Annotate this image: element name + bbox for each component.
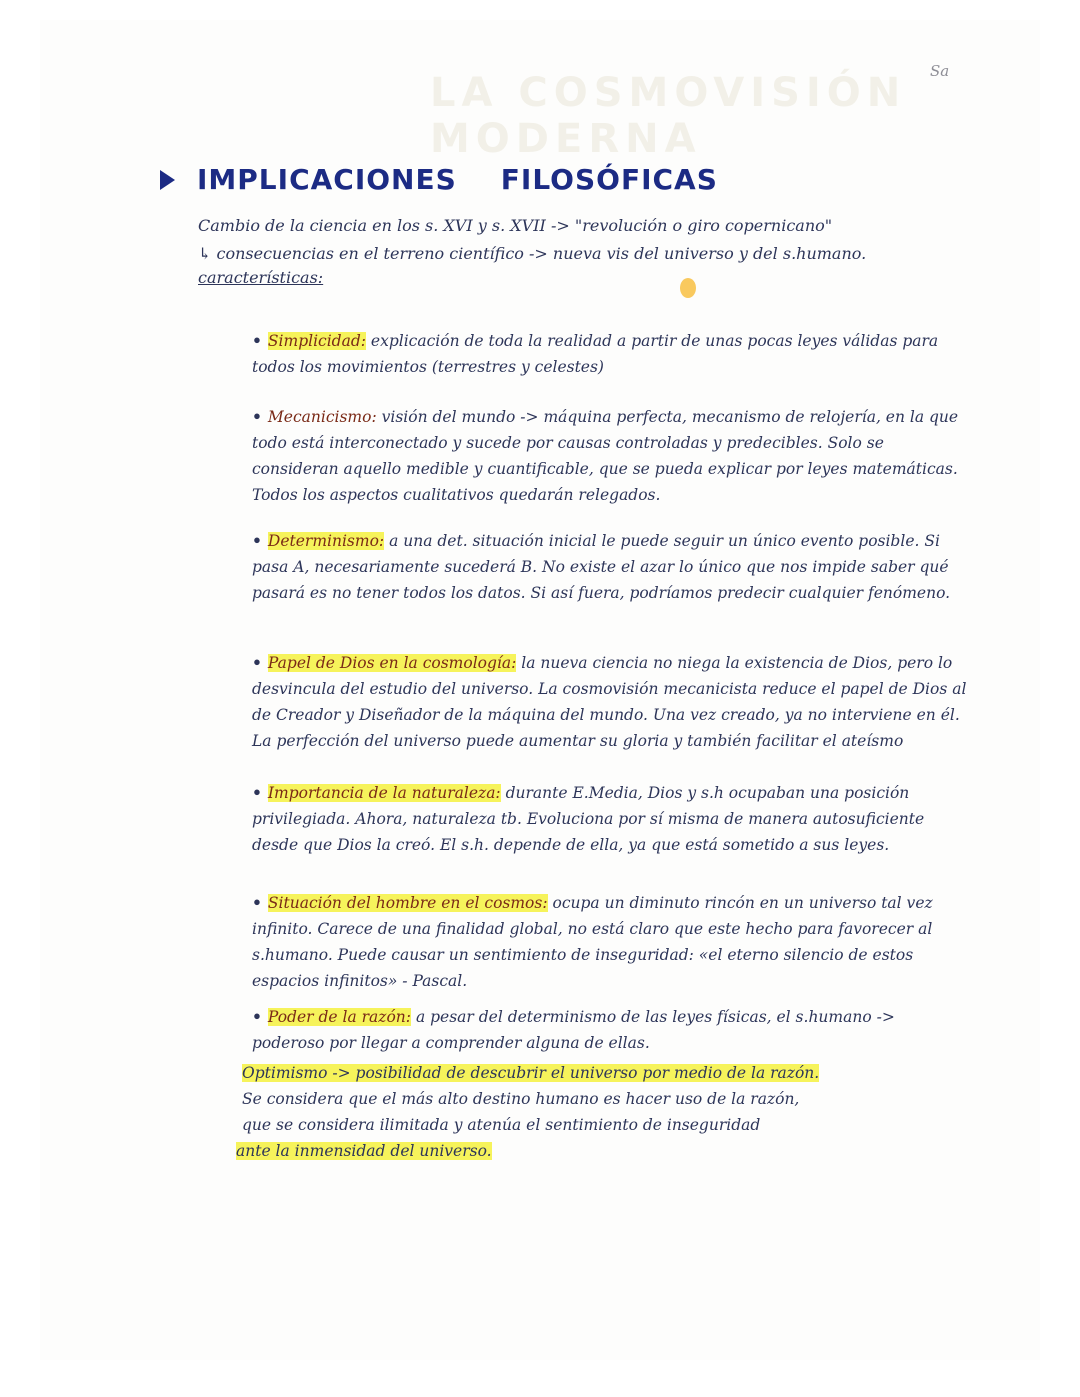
highlight-mark <box>680 278 696 298</box>
item-head: Importancia de la naturaleza: <box>267 784 501 802</box>
closing-line-3: que se considera ilimitada y atenúa el sentimiento de inseguridad <box>242 1116 761 1134</box>
item-mecanicismo: • Mecanicismo: visión del mundo -> máquina perfecta, mecanismo de relojería, en la que todo está interconectado y sucede por causas controladas y predecibles. Solo se consideran aquello medible y cuantificable, que se pueda explicar por leyes matemáticas. Todos los aspectos cualitativos quedarán relegados. <box>252 407 959 504</box>
item-text: durante E.Media, Dios y s.h ocupaban una posición privilegiada. Ahora, naturaleza tb. Evoluciona por sí misma de manera autosuficiente desde que Dios la creó. El s.h. depende de ella, ya que está sometido a sus leyes. <box>252 784 925 854</box>
item-head: Situación del hombre en el cosmos: <box>267 894 548 912</box>
section-title <box>160 163 718 196</box>
intro-line-3: características: <box>198 268 324 287</box>
corner-mark: Sa <box>930 62 950 80</box>
bleed-through-heading: LA COSMOVISIÓN MODERNA <box>430 70 907 162</box>
item-determinismo: • Determinismo: a una det. situación inicial le puede seguir un único evento posible. Si pasa A, necesariamente sucederá B. No existe el azar lo único que nos impide saber qué pasará es no tener todos los datos. Si así fuera, podríamos predecir cualquier fenómeno. <box>252 531 951 602</box>
item-situacion-hombre: • Situación del hombre en el cosmos: ocupa un diminuto rincón en un universo tal vez infinito. Carece de una finalidad global, no está claro que este hecho para favorecer al s.humano. Puede causar un sentimiento de inseguridad: «el eterno silencio de estos espacios infinitos» - Pascal. <box>252 893 933 990</box>
item-text: visión del mundo -> máquina perfecta, mecanismo de relojería, en la que todo está interconectado y sucede por causas controladas y predecibles. Solo se consideran aquello medible y cuantificable, que se pueda explicar por leyes matemáticas. Todos los aspectos cualitativos quedarán relegados. <box>252 408 959 504</box>
closing-block <box>236 1060 962 1164</box>
item-head: Poder de la razón: <box>267 1008 411 1026</box>
item-head: Determinismo: <box>267 532 385 550</box>
triangle-bullet-icon <box>160 170 175 190</box>
item-simplicidad: • Simplicidad: explicación de toda la realidad a partir de unas pocas leyes válidas para todos los movimientos (terrestres y celestes) <box>252 331 939 376</box>
closing-line-1: Optimismo -> posibilidad de descubrir el universo por medio de la razón. <box>242 1064 820 1082</box>
item-head: Simplicidad: <box>267 332 366 350</box>
closing-line-4: ante la inmensidad del universo. <box>236 1142 492 1160</box>
item-head: Papel de Dios en la cosmología: <box>267 654 517 672</box>
title-part1: IMPLICACIONES <box>197 163 457 196</box>
item-text: explicación de toda la realidad a partir de unas pocas leyes válidas para todos los movimientos (terrestres y celestes) <box>252 332 939 376</box>
item-papel-dios: • Papel de Dios en la cosmología: la nueva ciencia no niega la existencia de Dios, pero lo desvincula del estudio del universo. La cosmovisión mecanicista reduce el papel de Dios al de Creador y Diseñador de la máquina del mundo. Una vez creado, ya no interviene en él. La perfección del universo puede aumentar su gloria y también facilitar el ateísmo <box>252 653 967 750</box>
item-naturaleza: • Importancia de la naturaleza: durante E.Media, Dios y s.h ocupaban una posición privilegiada. Ahora, naturaleza tb. Evoluciona por sí misma de manera autosuficiente desde que Dios la creó. El s.h. depende de ella, ya que está sometido a sus leyes. <box>252 783 925 854</box>
item-head: Mecanicismo: <box>267 408 377 426</box>
intro-line-2: ↳ consecuencias en el terreno científico -> nueva vis del universo y del s.humano. <box>198 244 867 263</box>
item-text: a una det. situación inicial le puede seguir un único evento posible. Si pasa A, necesariamente sucederá B. No existe el azar lo único que nos impide saber qué pasará es no tener todos los datos. Si así fuera, podríamos predecir cualquier fenómeno. <box>252 532 951 602</box>
item-text: a pesar del determinismo de las leyes físicas, el s.humano -> poderoso por llegar a comprender alguna de ellas. <box>252 1008 895 1052</box>
item-text: ocupa un diminuto rincón en un universo tal vez infinito. Carece de una finalidad global, no está claro que este hecho para favorecer al s.humano. Puede causar un sentimiento de inseguridad: «el eterno silencio de estos espacios infinitos» - Pascal. <box>252 894 933 990</box>
item-text: la nueva ciencia no niega la existencia de Dios, pero lo desvincula del estudio del universo. La cosmovisión mecanicista reduce el papel de Dios al de Creador y Diseñador de la máquina del mundo. Una vez creado, ya no interviene en él. La perfección del universo puede aumentar su gloria y también facilitar el ateísmo <box>252 654 967 750</box>
intro-line-1: Cambio de la ciencia en los s. XVI y s. XVII -> "revolución o giro copernicano" <box>198 216 833 235</box>
title-part2: FILOSÓFICAS <box>500 163 718 196</box>
item-poder-razon: • Poder de la razón: a pesar del determinismo de las leyes físicas, el s.humano -> poderoso por llegar a comprender alguna de ellas. <box>252 1007 895 1052</box>
closing-line-2: Se considera que el más alto destino humano es hacer uso de la razón, <box>242 1090 800 1108</box>
